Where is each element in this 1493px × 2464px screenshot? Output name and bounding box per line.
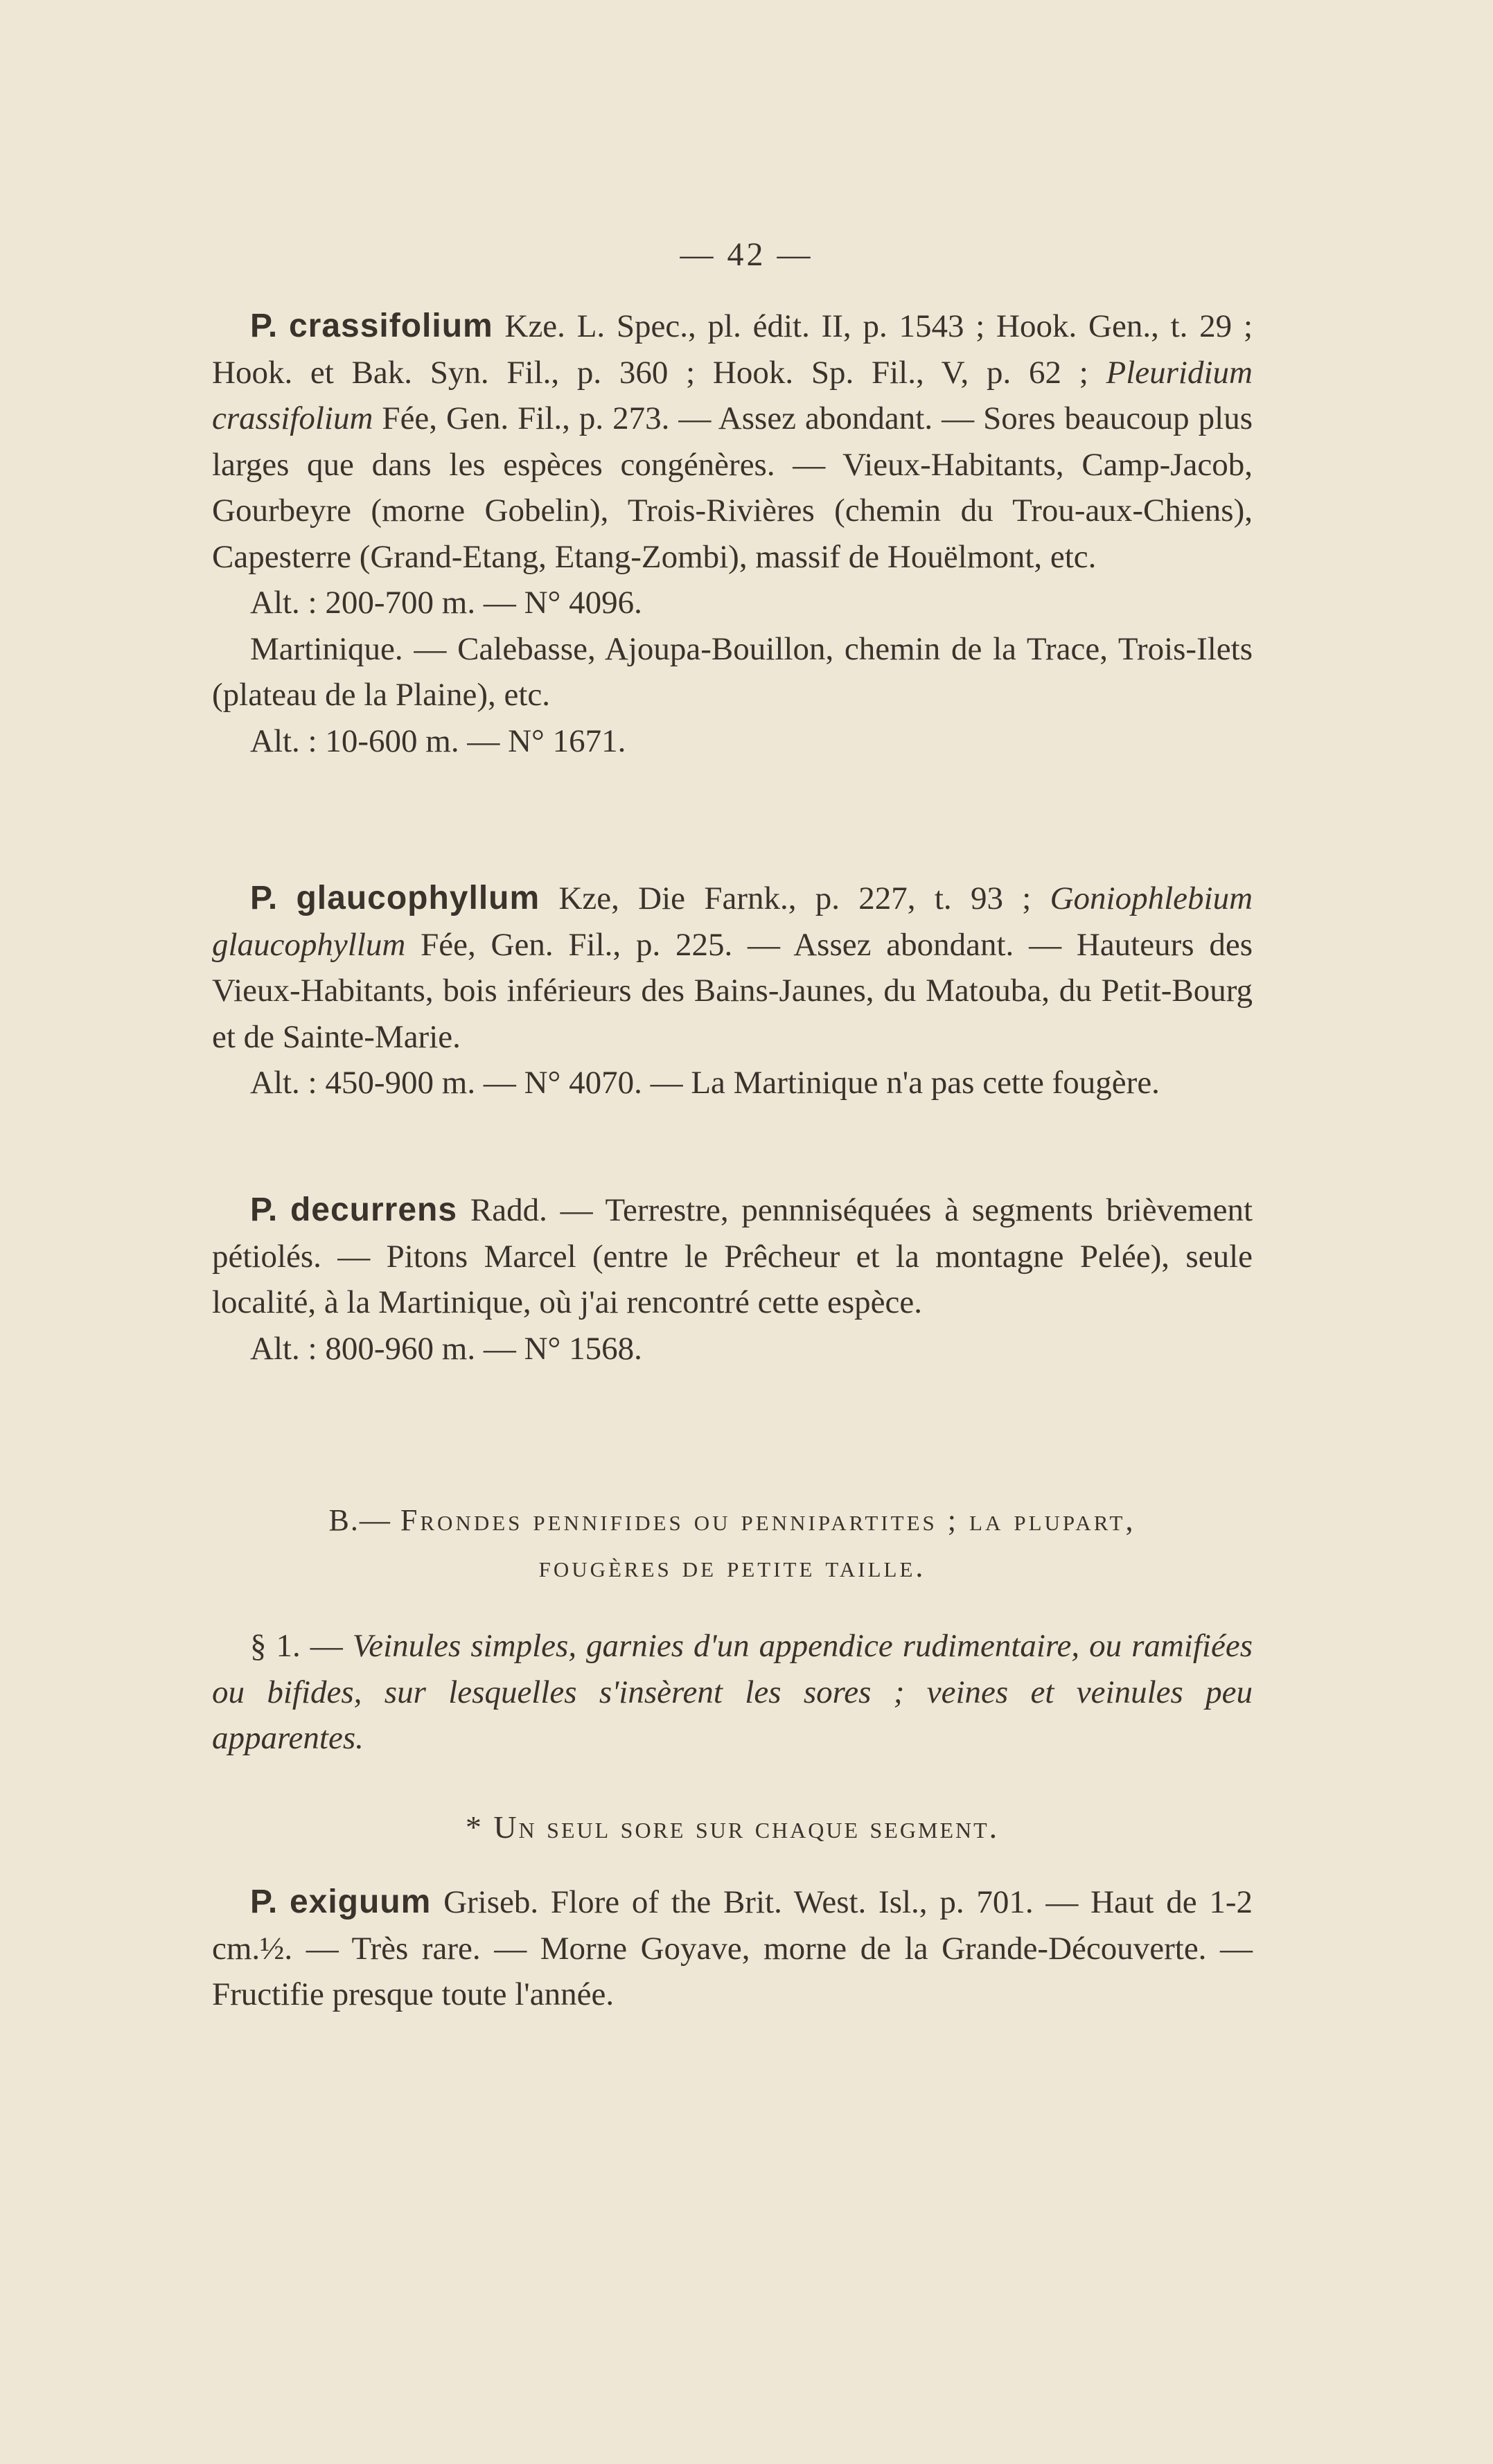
section-heading: [212, 1498, 1253, 1590]
description-text: Fée, Gen. Fil., p. 225. — Assez abondant. — Hauteurs des Vieux-Habitants, bois inférieurs des Bains-Jaunes, du Matouba, du Petit-Bourg et de Sainte-Marie.: [212, 926, 1253, 1055]
citation-text: Kze. L. Spec., pl. édit. II, p. 1543 ; Hook. Gen., t. 29 ; Hook. et Bak. Syn. Fil., p. 360 ; Hook. Sp. Fil., V, p. 62 ;: [212, 308, 1253, 391]
entry-text: [212, 876, 1253, 1060]
entry-text: [212, 1187, 1253, 1326]
entry-text: [212, 1879, 1253, 2018]
synonym-italic: Pleuridium crassifolium: [212, 354, 1253, 436]
altitude-line: Alt. : 200-700 m. — N° 4096.: [250, 585, 642, 621]
species-name: exiguum: [289, 1884, 432, 1920]
citation-text: Kze, Die Farnk., p. 227, t. 93 ;: [540, 880, 1050, 916]
section-title-line2: fougères de petite taille.: [538, 1549, 926, 1584]
genus-abbrev: P.: [250, 1191, 278, 1228]
section-title: Frondes pennifides ou pennipartites ; la plupart,: [400, 1503, 1136, 1537]
species-name: glaucophyllum: [296, 880, 540, 916]
species-entry-exiguum: [212, 1879, 1253, 2018]
species-entry-decurrens: [212, 1187, 1253, 1372]
species-entry-glaucophyllum: [212, 876, 1253, 1106]
subsection-label: § 1. —: [250, 1628, 353, 1664]
synonym-italic: Goniophlebium glaucophyllum: [212, 880, 1253, 963]
description-text: Fée, Gen. Fil., p. 273. — Assez abondant. — Sores beaucoup plus larges que dans les espèces congénères. — Vieux-Habitants, Camp-Jacob, Gourbeyre (morne Gobelin), Trois-Rivières (chemin du Trou-aux-Chiens), Capesterre (Grand-Etang, Etang-Zombi), massif de Houëlmont, etc.: [212, 400, 1253, 575]
genus-abbrev: P.: [250, 880, 278, 916]
species-name: decurrens: [290, 1191, 458, 1228]
section-label: B.—: [328, 1503, 400, 1537]
martinique-localities: Martinique. — Calebasse, Ajoupa-Bouillon, chemin de la Trace, Trois-Ilets (plateau de la Plaine), etc.: [212, 630, 1253, 713]
subsection-paragraph: [212, 1623, 1253, 1762]
group-heading: * Un seul sore sur chaque segment.: [465, 1809, 1000, 1845]
page-number: — 42 —: [680, 236, 813, 273]
species-entry-crassifolium: [212, 303, 1253, 764]
genus-abbrev: P.: [250, 1884, 278, 1920]
description-text: Griseb. Flore of the Brit. West. Isl., p. 701. — Haut de 1-2 cm.½. — Très rare. — Morne Goyave, morne de la Grande-Découverte. — Fructifie presque toute l'année.: [212, 1884, 1253, 2012]
altitude-line: Alt. : 450-900 m. — N° 4070. — La Martinique n'a pas cette fougère.: [250, 1065, 1160, 1101]
genus-abbrev: P.: [250, 308, 278, 344]
altitude-line: Alt. : 10-600 m. — N° 1671.: [250, 723, 626, 759]
entry-text: [212, 303, 1253, 580]
description-text: Radd. — Terrestre, pennniséquées à segments brièvement pétiolés. — Pitons Marcel (entre le Prêcheur et la montagne Pelée), seule localité, à la Martinique, où j'ai rencontré cette espèce.: [212, 1192, 1253, 1320]
altitude-line: Alt. : 800-960 m. — N° 1568.: [250, 1330, 642, 1367]
subsection-text: Veinules simples, garnies d'un appendice rudimentaire, ou ramifiées ou bifides, sur lesquelles s'insèrent les sores ; veines et veinules peu apparentes.: [212, 1628, 1253, 1756]
section-title-line1: [212, 1498, 1253, 1544]
species-name: crassifolium: [288, 308, 493, 344]
